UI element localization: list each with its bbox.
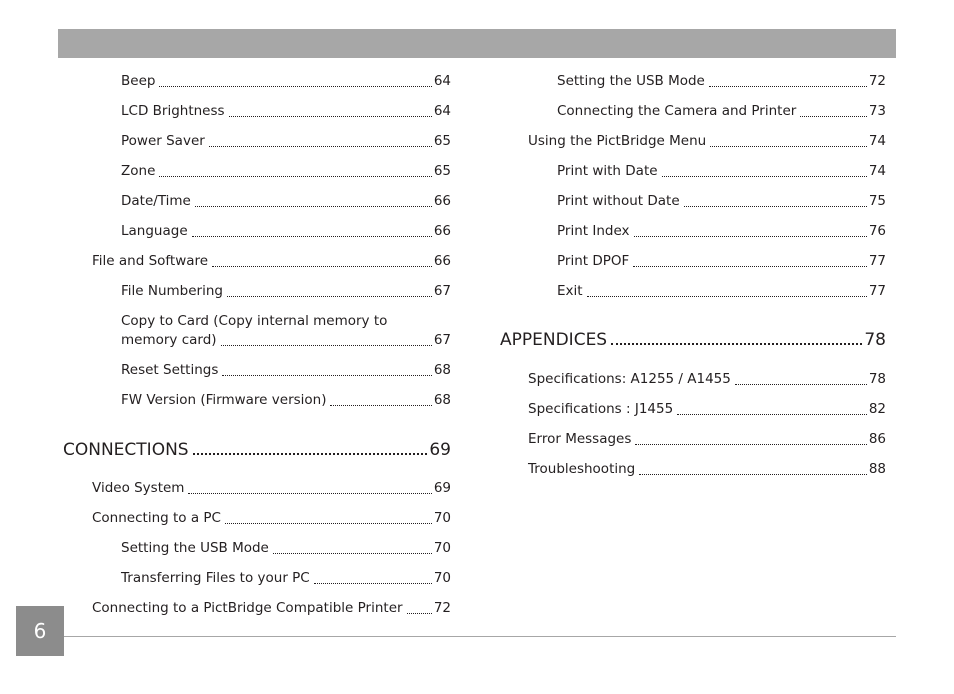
leader-dots — [634, 235, 867, 237]
toc-entry-page: 74 — [868, 133, 886, 149]
leader-dots — [710, 145, 867, 147]
leader-dots — [188, 492, 431, 494]
toc-entry-page: 70 — [433, 540, 451, 556]
leader-dots — [227, 295, 432, 297]
toc-entry[interactable] — [121, 312, 451, 350]
toc-entry-page: 69 — [433, 480, 451, 496]
leader-dots — [222, 374, 431, 376]
toc-entry-title: Print with Date — [557, 163, 658, 179]
leader-dots — [209, 145, 432, 147]
toc-entry-page: 76 — [868, 223, 886, 239]
toc-entry-title: Print DPOF — [557, 253, 630, 269]
toc-entry[interactable] — [528, 132, 886, 151]
toc-entry[interactable] — [557, 192, 886, 211]
toc-entry[interactable] — [528, 400, 886, 419]
leader-dots — [229, 115, 432, 117]
toc-entry[interactable] — [557, 252, 886, 271]
footer-rule — [64, 636, 896, 637]
toc-entry[interactable] — [528, 460, 886, 479]
toc-entry-title: Power Saver — [121, 133, 205, 149]
toc-entry-page: 70 — [433, 510, 451, 526]
toc-entry-title: Connecting the Camera and Printer — [557, 103, 797, 119]
toc-entry[interactable] — [557, 282, 886, 301]
leader-dots — [677, 413, 867, 415]
toc-entry[interactable] — [121, 361, 451, 380]
toc-section-heading[interactable] — [63, 441, 451, 460]
toc-entry[interactable] — [92, 599, 451, 618]
toc-entry[interactable] — [121, 132, 451, 151]
leader-dots — [735, 383, 867, 385]
toc-entry-page: 88 — [868, 461, 886, 477]
toc-entry[interactable] — [121, 162, 451, 181]
toc-entry-title-continued: memory card) — [121, 332, 217, 348]
toc-entry-page: 70 — [433, 570, 451, 586]
leader-dots — [314, 582, 432, 584]
toc-entry[interactable] — [121, 569, 451, 588]
page-number: 6 — [16, 606, 64, 656]
leader-dots — [662, 175, 867, 177]
leader-dots — [195, 205, 432, 207]
toc-section-title: CONNECTIONS — [63, 440, 189, 460]
toc-entry-title: Error Messages — [528, 431, 632, 447]
toc-entry-title: Language — [121, 223, 188, 239]
toc-entry[interactable] — [121, 391, 451, 410]
toc-entry[interactable] — [528, 430, 886, 449]
leader-dots — [159, 85, 431, 87]
toc-entry-page: 72 — [868, 73, 886, 89]
leader-dots — [159, 175, 431, 177]
leader-dots — [635, 443, 866, 445]
toc-entry-title: Troubleshooting — [528, 461, 636, 477]
toc-entry-page: 77 — [868, 283, 886, 299]
leader-dots — [611, 342, 862, 345]
toc-entry[interactable] — [121, 192, 451, 211]
toc-entry[interactable] — [557, 72, 886, 91]
toc-entry-title: FW Version (Firmware version) — [121, 392, 327, 408]
toc-entry-page: 86 — [868, 431, 886, 447]
toc-entry-page: 67 — [433, 332, 451, 348]
header-bar — [58, 29, 896, 58]
toc-entry-title: LCD Brightness — [121, 103, 225, 119]
toc-entry[interactable] — [557, 162, 886, 181]
toc-entry-page: 73 — [868, 103, 886, 119]
toc-section-title: APPENDICES — [500, 330, 608, 350]
toc-entry-page: 67 — [433, 283, 451, 299]
toc-entry-title: Specifications: A1255 / A1455 — [528, 371, 731, 387]
toc-entry-page: 68 — [433, 392, 451, 408]
toc-entry-title: Zone — [121, 163, 156, 179]
toc-entry[interactable] — [528, 370, 886, 389]
toc-entry-title: File Numbering — [121, 283, 223, 299]
toc-section-page: 69 — [429, 440, 451, 460]
toc-entry-title: Copy to Card (Copy internal memory to — [121, 313, 388, 329]
toc-entry-page: 75 — [868, 193, 886, 209]
toc-entry-page: 65 — [433, 163, 451, 179]
toc-entry-title: Specifications : J1455 — [528, 401, 674, 417]
toc-entry-title: Connecting to a PictBridge Compatible Printer — [92, 600, 403, 616]
leader-dots — [193, 452, 428, 455]
leader-dots — [225, 522, 432, 524]
toc-entry-title: Video System — [92, 480, 185, 496]
toc-entry-title: Setting the USB Mode — [557, 73, 705, 89]
leader-dots — [330, 404, 431, 406]
toc-entry[interactable] — [92, 479, 451, 498]
toc-section-heading[interactable] — [500, 331, 886, 350]
toc-entry-page: 72 — [433, 600, 451, 616]
leader-dots — [212, 265, 432, 267]
toc-entry[interactable] — [121, 102, 451, 121]
toc-entry-title: Date/Time — [121, 193, 191, 209]
leader-dots — [221, 344, 432, 346]
toc-entry-title: Print Index — [557, 223, 630, 239]
leader-dots — [273, 552, 432, 554]
toc-entry[interactable] — [92, 509, 451, 528]
toc-entry-page: 66 — [433, 193, 451, 209]
toc-entry-title: Beep — [121, 73, 156, 89]
leader-dots — [639, 473, 867, 475]
toc-entry[interactable] — [557, 222, 886, 241]
toc-entry[interactable] — [121, 222, 451, 241]
leader-dots — [192, 235, 432, 237]
toc-entry[interactable] — [121, 282, 451, 301]
toc-entry-page: 64 — [433, 73, 451, 89]
toc-entry-page: 82 — [868, 401, 886, 417]
toc-entry-page: 64 — [433, 103, 451, 119]
toc-section-page: 78 — [864, 330, 886, 350]
toc-entry-title: Connecting to a PC — [92, 510, 221, 526]
toc-entry[interactable] — [557, 102, 886, 121]
toc-entry[interactable] — [92, 252, 451, 271]
toc-entry-title: Exit — [557, 283, 583, 299]
toc-entry-page: 74 — [868, 163, 886, 179]
toc-entry[interactable] — [121, 539, 451, 558]
toc-entry-title: Print without Date — [557, 193, 680, 209]
toc-entry-page: 68 — [433, 362, 451, 378]
toc-entry-title: Reset Settings — [121, 362, 219, 378]
toc-entry-title: Setting the USB Mode — [121, 540, 269, 556]
leader-dots — [407, 612, 432, 614]
toc-entry[interactable] — [121, 72, 451, 91]
toc-entry-title: File and Software — [92, 253, 209, 269]
toc-entry-title: Transferring Files to your PC — [121, 570, 310, 586]
toc-entry-title: Using the PictBridge Menu — [528, 133, 707, 149]
toc-entry-page: 77 — [868, 253, 886, 269]
leader-dots — [800, 115, 867, 117]
toc-entry-page: 78 — [868, 371, 886, 387]
toc-entry-page: 66 — [433, 223, 451, 239]
toc-entry-page: 65 — [433, 133, 451, 149]
leader-dots — [587, 295, 867, 297]
leader-dots — [633, 265, 867, 267]
leader-dots — [684, 205, 867, 207]
leader-dots — [709, 85, 867, 87]
toc-entry-page: 66 — [433, 253, 451, 269]
